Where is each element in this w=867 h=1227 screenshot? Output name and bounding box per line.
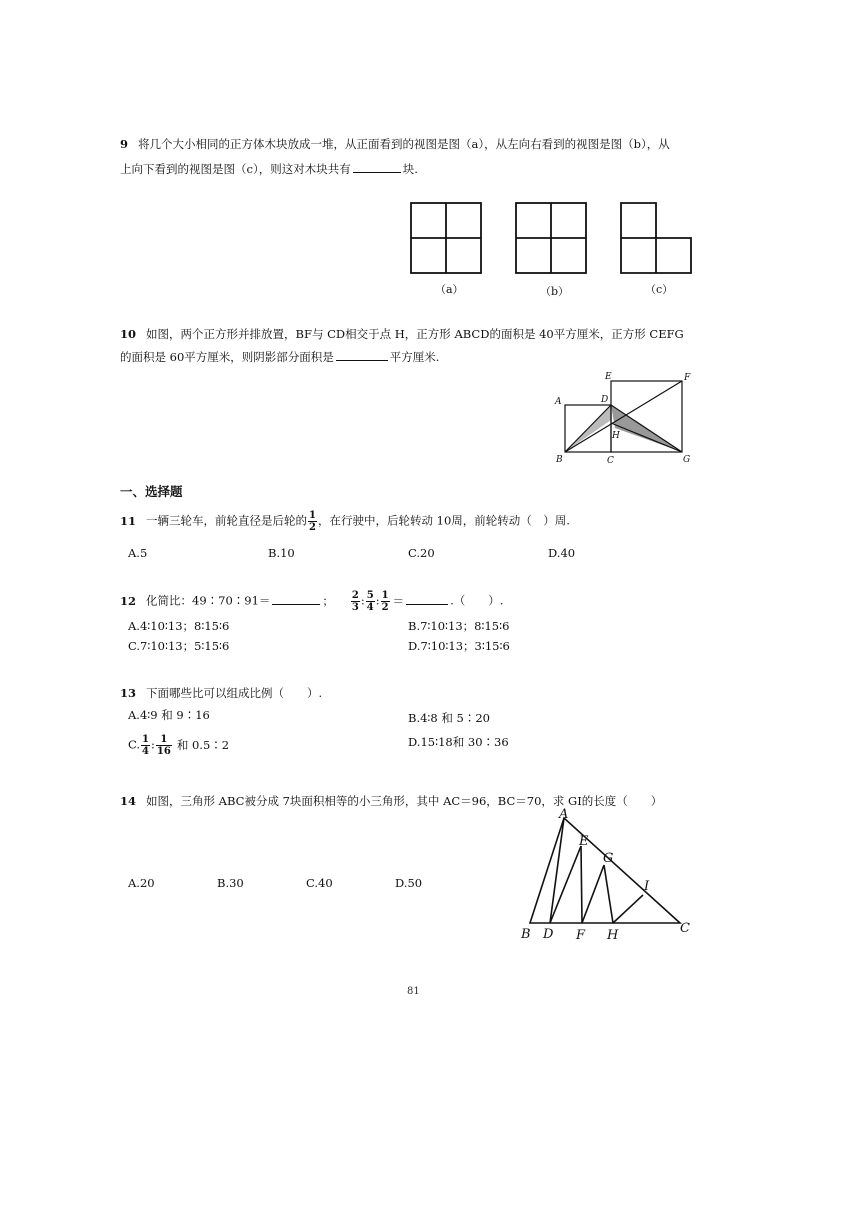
q13-text: 下面哪些比可以组成比例（ ）.	[146, 686, 323, 700]
q11-number: 11	[120, 513, 137, 528]
caption-c: （c）	[645, 283, 674, 296]
q13-question	[120, 685, 322, 701]
q10-text-2: 的面积是 60平方厘米，则阴影部分面积是	[120, 350, 334, 364]
q12-number: 12	[120, 593, 137, 608]
label-I: I	[644, 879, 650, 894]
label-A: A	[559, 808, 569, 822]
q14-option-b[interactable]: B.30	[217, 876, 244, 890]
q14-triangle-figure	[515, 808, 700, 943]
q12-answer-blank-1[interactable]	[272, 592, 320, 605]
q11-fraction: $\frac{1}{2}$	[309, 510, 316, 533]
q13-option-c[interactable]	[128, 734, 229, 757]
q10-answer-blank[interactable]	[336, 348, 388, 361]
section-title: 一、选择题	[120, 484, 183, 499]
q13-number: 13	[120, 686, 137, 700]
q9-number: 9	[120, 137, 129, 151]
q10-number: 10	[120, 327, 137, 341]
q13-option-d[interactable]: D.15∶18和 30∶36	[408, 735, 509, 749]
caption-b: （b）	[540, 285, 570, 298]
q13-option-c-text: 和 0.5∶2	[176, 737, 230, 752]
q9-text-3: 块.	[402, 162, 418, 176]
q13-option-c-label: C.	[128, 737, 141, 752]
label-F: F	[576, 928, 586, 943]
q9-line2	[120, 160, 418, 177]
q10-line2	[120, 348, 439, 365]
q9-answer-blank[interactable]	[353, 160, 401, 173]
q14-option-d[interactable]: D.50	[395, 876, 423, 890]
segment-hg	[611, 423, 682, 452]
label-H: H	[607, 928, 619, 943]
q11-text-pre: 一辆三轮车，前轮直径是后轮的	[146, 513, 308, 528]
q9-text-2: 上向下看到的视图是图（c），则这对木块共有	[120, 162, 351, 176]
q9-views-figure	[400, 195, 700, 305]
label-F: F	[684, 373, 691, 383]
q10-squares-figure	[550, 368, 700, 468]
q12-option-a[interactable]: A.4∶10∶13；8∶15∶6	[128, 619, 230, 633]
q11-text-post: ，在行驶中，后轮转动 10周，前轮转动（ ）周.	[317, 513, 570, 528]
q12-option-d[interactable]: D.7∶10∶13；3∶15∶6	[408, 639, 510, 653]
q12-colon-2: :	[375, 593, 380, 608]
label-H: H	[612, 431, 620, 441]
q12-question	[120, 590, 503, 613]
label-B: B	[521, 927, 531, 942]
q14-question	[120, 793, 662, 809]
label-A: A	[555, 397, 562, 407]
label-E: E	[605, 372, 612, 382]
q13-option-c-fraction-2: $\frac{1}{16}$	[156, 734, 171, 757]
label-G: G	[683, 455, 691, 465]
label-D: D	[543, 927, 554, 942]
page-number: 81	[407, 986, 420, 997]
q10-line1	[120, 326, 684, 342]
q9-text-1: 将几个大小相同的正方体木块放成一堆，从正面看到的视图是图（a），从左向右看到的视图是图（b），从	[138, 137, 670, 151]
segment-fg	[582, 865, 604, 923]
segment-hi	[613, 895, 643, 923]
label-E: E	[579, 834, 589, 849]
label-G: G	[603, 851, 614, 866]
q12-fraction-2: $\frac{5}{4}$	[366, 590, 374, 613]
q12-text-post: .（ ）.	[450, 593, 504, 608]
q12-text-pre: 化简比：49∶70∶91＝	[146, 593, 271, 608]
label-C: C	[680, 921, 690, 936]
q12-option-b[interactable]: B.7∶10∶13；8∶15∶6	[408, 619, 510, 633]
q11-option-a[interactable]: A.5	[128, 546, 148, 560]
segment-ef	[581, 846, 582, 923]
q10-text-3: 平方厘米.	[389, 350, 440, 364]
label-C: C	[607, 456, 614, 466]
q12-equals: ＝	[392, 593, 405, 608]
q11-option-b[interactable]: B.10	[268, 546, 295, 560]
q12-fraction-1: $\frac{2}{3}$	[351, 590, 359, 613]
q12-answer-blank-2[interactable]	[406, 592, 448, 605]
label-D: D	[601, 395, 609, 405]
q14-option-c[interactable]: C.40	[306, 876, 333, 890]
q12-fraction-3: $\frac{1}{2}$	[381, 590, 389, 613]
q13-option-b[interactable]: B.4∶8 和 5∶20	[408, 711, 490, 725]
label-B: B	[556, 455, 563, 465]
q13-option-c-colon: :	[151, 737, 155, 752]
q9-line1	[120, 136, 670, 152]
q14-option-a[interactable]: A.20	[128, 876, 155, 890]
q12-option-c[interactable]: C.7∶10∶13；5∶15∶6	[128, 639, 230, 653]
q11-question	[120, 510, 570, 533]
q11-option-c[interactable]: C.20	[408, 546, 435, 560]
q11-option-d[interactable]: D.40	[548, 546, 576, 560]
q14-number: 14	[120, 794, 137, 808]
segment-gh	[604, 865, 613, 923]
q14-text: 如图，三角形 ABC被分成 7块面积相等的小三角形，其中 AC＝96，BC＝70，求 GI的长度（ ）	[146, 794, 663, 808]
q12-sep: ；	[322, 593, 334, 608]
q12-colon-1: :	[360, 593, 365, 608]
q13-option-a[interactable]: A.4∶9 和 9∶16	[128, 708, 210, 722]
q10-text-1: 如图，两个正方形并排放置，BF与 CD相交于点 H，正方形 ABCD的面积是 40平方厘米，正方形 CEFG	[146, 327, 684, 341]
caption-a: （a）	[435, 283, 464, 296]
q13-option-c-fraction-1: $\frac{1}{4}$	[142, 734, 150, 757]
